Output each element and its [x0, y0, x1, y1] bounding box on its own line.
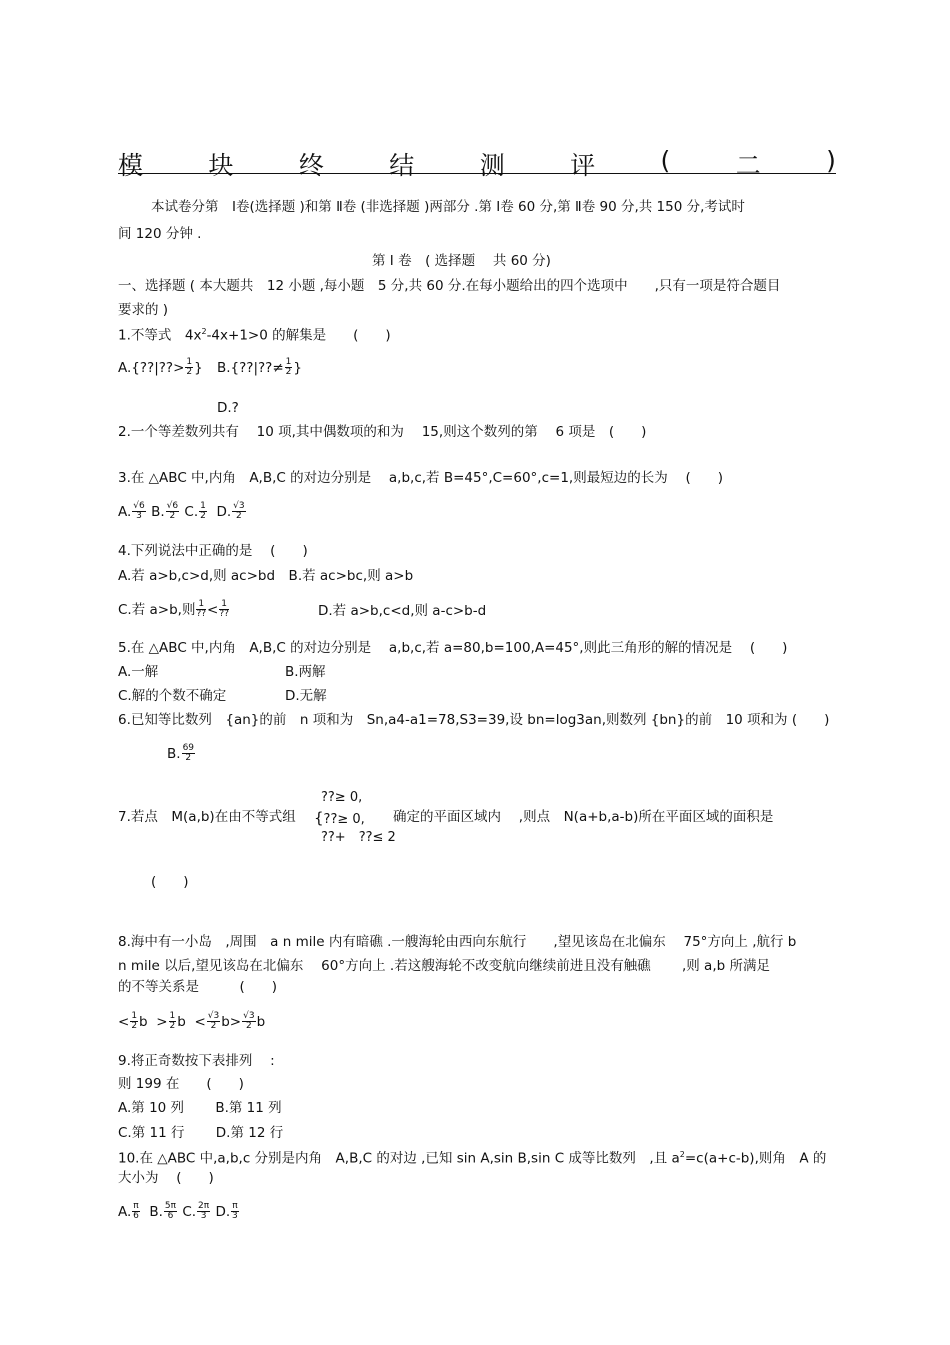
fraction: $\frac{√3}{2}$: [243, 1011, 255, 1032]
question-10-line-1: 10.在 △ABC 中,a,b,c 分别是内角 A,B,C 的对边 ,已知 sin A,sin B,sin C 成等比数列 ,且 $a^2=c(a+c-b)$,则角 A 的: [118, 1150, 827, 1167]
question-3-options: A. $\frac{√6}{3}$ B. $\frac{√6}{2}$ C. $\frac{1}{2}$ D. $\frac{√3}{2}$: [118, 501, 245, 522]
fraction: $\frac{√6}{2}$: [166, 501, 179, 522]
brace-icon: {: [314, 809, 324, 827]
question-6-option-b: B. $\frac{69}{2}$: [167, 743, 195, 764]
question-8-line-2: n mile 以后,望见该岛在北偏东 60°方向上 .若这艘海轮不改变航向继续前进且没有触礁 ,则 a,b 所满足: [118, 958, 770, 974]
question-5-option-c: C.解的个数不确定: [118, 688, 227, 704]
question-5-option-a: A.一解: [118, 664, 159, 680]
title-underline: [118, 173, 836, 174]
question-1-option-d: D.?: [217, 400, 239, 416]
question-7-system-line-1: ??≥ 0,: [321, 790, 363, 805]
question-4-options-ab: A.若 a>b,c>d,则 ac>bd B.若 ac>bc,则 a>b: [118, 568, 414, 584]
title-char: 二: [735, 151, 761, 180]
question-5-option-d: D.无解: [285, 688, 327, 704]
question-2-stem: 2.一个等差数列共有 10 项,其中偶数项的和为 15,则这个数列的第 6 项是 ( ): [118, 424, 647, 440]
question-9-options-cd: C.第 11 行 D.第 12 行: [118, 1125, 284, 1141]
question-9-stem: 9.将正奇数按下表排列 :: [118, 1053, 275, 1069]
question-8-line-1: 8.海中有一小岛 ,周围 a n mile 内有暗礁 .一艘海轮由西向东航行 ,望见该岛在北偏东 75°方向上 ,航行 b: [118, 934, 797, 950]
question-8-options: < $\frac{1}{2}$ b > $\frac{1}{2}$ b < $\frac{√3}{2}$ b> $\frac{√3}{2}$ b: [118, 1011, 266, 1032]
title-char: 模: [118, 151, 144, 180]
title-char: 测: [479, 151, 505, 180]
section-heading: 第 Ⅰ 卷 ( 选择题 共 60 分): [372, 253, 551, 269]
title-char: 块: [208, 151, 234, 180]
question-10-options: A. $\frac{\pi}{6}$ B. $\frac{5\pi}{6}$ C. $\frac{2\pi}{3}$ D. $\frac{\pi}{3}$: [118, 1201, 238, 1222]
question-8-line-3: 的不等关系是 ( ): [118, 979, 278, 995]
fraction: $\frac{√6}{3}$: [133, 501, 145, 522]
fraction: $\frac{1}{??}$: [196, 599, 207, 620]
fraction: $\frac{1}{2}$: [131, 1011, 138, 1032]
question-1-stem: 1.不等式 $4x^2-4x+1>0$ 的解集是 ( ): [118, 327, 391, 344]
fraction: $\frac{√3}{2}$: [207, 1011, 220, 1032]
title-char: 评: [570, 151, 596, 180]
title-char: (: [660, 146, 671, 175]
question-7-stem-start: 7.若点 M(a,b)在由不等式组: [118, 809, 296, 825]
fraction: $\frac{\pi}{6}$: [133, 1201, 139, 1222]
question-10-line-2: 大小为 ( ): [118, 1170, 214, 1186]
question-3-stem: 3.在 △ABC 中,内角 A,B,C 的对边分别是 a,b,c,若 B=45°,C=60°,c=1,则最短边的长为 ( ): [118, 470, 724, 486]
fraction: $\frac{1}{2}$: [285, 357, 292, 378]
question-7-system-line-3: ??+ ??≤ 2: [321, 830, 396, 845]
question-4-option-c: C.若 a>b,则 $\frac{1}{??}$ < $\frac{1}{??}$: [118, 599, 229, 620]
question-1-option-b: B.{??|??≠ $\frac{1}{2}$ }: [217, 357, 302, 378]
question-5-stem: 5.在 △ABC 中,内角 A,B,C 的对边分别是 a,b,c,若 a=80,b=100,A=45°,则此三角形的解的情况是 ( ): [118, 640, 788, 656]
question-4-stem: 4.下列说法中正确的是 ( ): [118, 543, 308, 559]
question-5-option-b: B.两解: [285, 664, 326, 680]
fraction: $\frac{√3}{2}$: [233, 501, 245, 522]
title-char: 终: [298, 151, 324, 180]
fraction: $\frac{2\pi}{3}$: [198, 1201, 210, 1222]
part1-line-1: 一、选择题 ( 本大题共 12 小题 ,每小题 5 分,共 60 分.在每小题给出的四个选项中 ,只有一项是符合题目: [118, 278, 781, 294]
title-char: 结: [389, 151, 415, 180]
question-4-option-d: D.若 a>b,c<d,则 a-c>b-d: [318, 603, 487, 619]
fraction: $\frac{\pi}{3}$: [232, 1201, 238, 1222]
question-9-line-2: 则 199 在 ( ): [118, 1076, 244, 1092]
fraction: $\frac{5\pi}{6}$: [164, 1201, 177, 1222]
question-9-options-ab: A.第 10 列 B.第 11 列: [118, 1100, 282, 1116]
intro-line-1: 本试卷分第 Ⅰ卷(选择题 )和第 Ⅱ卷 (非选择题 )两部分 .第 Ⅰ卷 60 分,第 Ⅱ卷 90 分,共 150 分,考试时: [151, 199, 745, 215]
question-7-stem-end: 确定的平面区域内 ,则点 N(a+b,a-b)所在平面区域的面积是: [393, 809, 774, 825]
fraction: $\frac{1}{2}$: [169, 1011, 176, 1032]
fraction: $\frac{69}{2}$: [182, 743, 195, 764]
part1-line-2: 要求的 ): [118, 302, 169, 318]
title-char: ): [826, 146, 836, 175]
fraction: $\frac{1}{??}$: [219, 599, 229, 620]
page-title: [118, 146, 836, 180]
question-6-stem: 6.已知等比数列 {an}的前 n 项和为 Sn,a4-a1=78,S3=39,设 bn=log3an,则数列 {bn}的前 10 项和为 ( ): [118, 712, 830, 728]
fraction: $\frac{1}{2}$: [186, 357, 193, 378]
question-7-paren: ( ): [151, 874, 189, 890]
question-1-option-a: A.{??|??> $\frac{1}{2}$ }: [118, 357, 203, 378]
fraction: $\frac{1}{2}$: [200, 501, 206, 522]
question-7-system-line-2: {??≥ 0,: [314, 809, 365, 827]
intro-line-2: 间 120 分钟 .: [118, 226, 202, 242]
